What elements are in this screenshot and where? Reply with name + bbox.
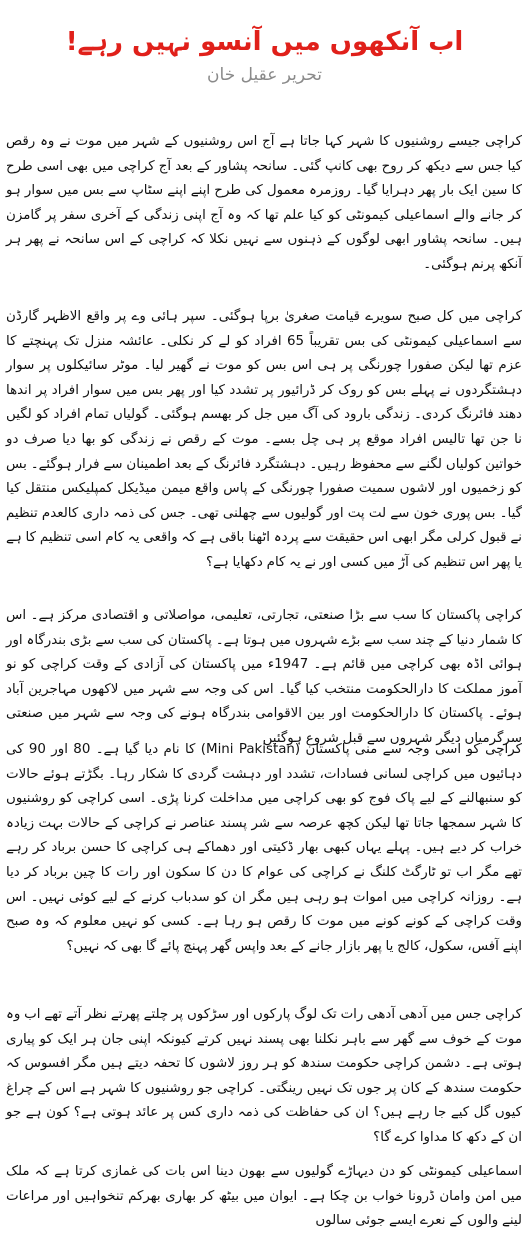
article-byline: تحریر عقیل خان xyxy=(207,65,322,85)
article-title: اب آنکھوں میں آنسو نہیں رہے! xyxy=(65,27,464,57)
paragraph-1: کراچی جیسے روشنیوں کا شہر کہا جاتا ہے آج اس روشنیوں کے شہر میں موت نے وہ رقص کیا جس سے دیکھ کر روح بھی کانپ گئی۔ سانحہ پشاور کے بعد آج کراچی میں بھی اسی طرح کا سین ایک بار پھر دہرایا گیا۔ روزمرہ معمول کی طرح اپنے اپنے سٹاپ سے بس میں سوار ہو کر جانے والے اسماعیلی کیمونٹی کو کیا علم تھا کہ وہ آج اپنی زندگی کے آخری سفر پر گامزن ہیں۔ سانحہ پشاور ابھی لوگوں کے ذہنوں سے نہیں نکلا کہ کراچی کے اس سانحہ نے پھر ہر آنکھ پرنم ہوگئی۔ xyxy=(6,134,522,272)
paragraph-5: کراچی جس میں آدھی آدھی رات تک لوگ پارکوں اور سڑکوں پر چلتے پھرتے نظر آتے تھے اب وہ موت کے خوف سے گھر سے باہر نکلنا بھی پسند نہیں کرتے کیونکہ اپنی جان ہر ایک کو پیاری ہوتی ہے۔ دشمن کراچی حکومت سندھ کو ہر روز لاشوں کا تحفہ دیتے ہیں مگر افسوس کہ حکومت سندھ کے کان پر جوں تک نہیں رینگتی۔ کراچی جو روشنیوں کا شہر ہے اس کے چراغ کیوں گل کیے جا رہے ہیں؟ ان کی حفاظت کی ذمہ داری کس پر عائد ہوتی ہے؟ کون ہے جو ان کے دکھ کا مداوا کرے گا؟ xyxy=(6,1007,522,1145)
paragraph-2: کراچی میں کل صبح سویرے قیامت صغریٰ برپا ہوگئی۔ سپر ہائی وے پر واقع الاظہر گارڈن سے اسماعیلی کیمونٹی کی بس تقریباً 65 افراد کو لے کر نکلی۔ عائشہ منزل تک پہنچتے کا عزم تھا لیکن صفورا چورنگی پر ہی اس بس کو موت نے گھیر لیا۔ موٹر سائیکلوں پر سوار دہشتگردوں نے پہلے بس کو روک کر ڈرائیور پر تشدد کیا اور پھر بس میں سوار افراد پر اندھا دھند فائرنگ کردی۔ زندگی بارود کی آگ میں جل کر بھسم ہوگئی۔ گولیاں تمام افراد کو لگیں نا جن تھا تالیس افراد موقع پر ہی چل بسے۔ موت کے رقص نے زندگی کو بھا دیا صرف دو خواتین کولیاں لگنے سے محفوظ رہیں۔ دہشتگرد فائرنگ کے بعد اطمینان سے فرار ہوگئے۔ بس کو زخمیوں اور لاشوں سمیت صفورا چورنگی کے پاس واقع میمن میڈیکل کمپلیکس منتقل کیا گیا۔ بس پوری خون سے لت پت اور گولیوں سے چھلنی تھی۔ جس کی ذمہ داری کالعدم تنظیم نے قبول کرلی مگر ابھی اس حقیقت سے پردہ اٹھنا باقی ہے کہ واقعی یہ کام اسی تنظیم کا ہے یا پھر اس تنظیم کی آڑ میں کسی اور نے یہ کام دکھایا ہے؟ xyxy=(6,309,522,570)
paragraph-3: کراچی پاکستان کا سب سے بڑا صنعتی، تجارتی، تعلیمی، مواصلاتی و اقتصادی مرکز ہے۔ اس کا شمار دنیا کے چند سب سے بڑے شہروں میں ہوتا ہے۔ پاکستان کی سب سے بڑی بندرگاہ اور ہوائی اڈہ بھی کراچی میں قائم ہے۔ 1947ء میں پاکستان کی آزادی کے وقت کراچی کو نو آموز مملکت کا دارالحکومت منتخب کیا گیا۔ اس کی وجہ سے شہر میں لاکھوں مہاجرین آباد ہوئے۔ پاکستان کا دارالحکومت اور بین الاقوامی بندرگاہ ہونے کی وجہ سے شہر میں صنعتی سرگرمیاں دیگر شہروں سے قبل شروع ہوگئیں xyxy=(6,608,523,746)
paragraph-4: کراچی کو اسی وجہ سے منی پاکستان (Mini Pakistan) کا نام دیا گیا ہے۔ 80 اور 90 کی دہائیوں میں کراچی لسانی فسادات، تشدد اور دہشت گردی کا شکار رہا۔ بگڑتے ہوئے حالات کو سنبھالنے کے لیے پاک فوج کو بھی کراچی میں مداخلت کرنا پڑی۔ اسی کراچی کو روشنیوں کا شہر سمجھا جاتا تھا لیکن کچھ عرصہ سے شر پسند عناصر نے کراچی کے حالات بہت زیادہ خراب کر دیے ہیں۔ پہلے یہاں کبھی بھار ڈکیتی اور دھماکے ہی کراچی کا حسن برباد کر رہے تھے مگر اب تو ٹارگٹ کلنگ نے کراچی کی عوام کا دن کا سکون اور رات کا چین برباد کر دیا ہے۔ روزانہ کراچی میں اموات ہو رہی ہیں مگر ان کو سدباب کرنے کے لیے کوئی نہیں۔ اس وقت کراچی کے کونے کونے میں موت کا رقص ہو رہا ہے۔ کسی کو نہیں معلوم کہ وہ صبح اپنے آفس، سکول، کالج یا پھر بازار جانے کے بعد واپس گھر پہنچ پائے گا بھی کہ نہیں؟ xyxy=(6,742,523,954)
paragraph-6: اسماعیلی کیمونٹی کو دن دیہاڑے گولیوں سے بھون دینا اس بات کی غمازی کرتا ہے کہ ملک میں امن وامان ڈرونا خواب بن چکا ہے۔ ایوان میں بیٹھ کر بھاری بھرکم تنخواہیں اور مراعات لینے والوں کے نعرے ایسے جوئی سالوں xyxy=(6,1164,522,1229)
